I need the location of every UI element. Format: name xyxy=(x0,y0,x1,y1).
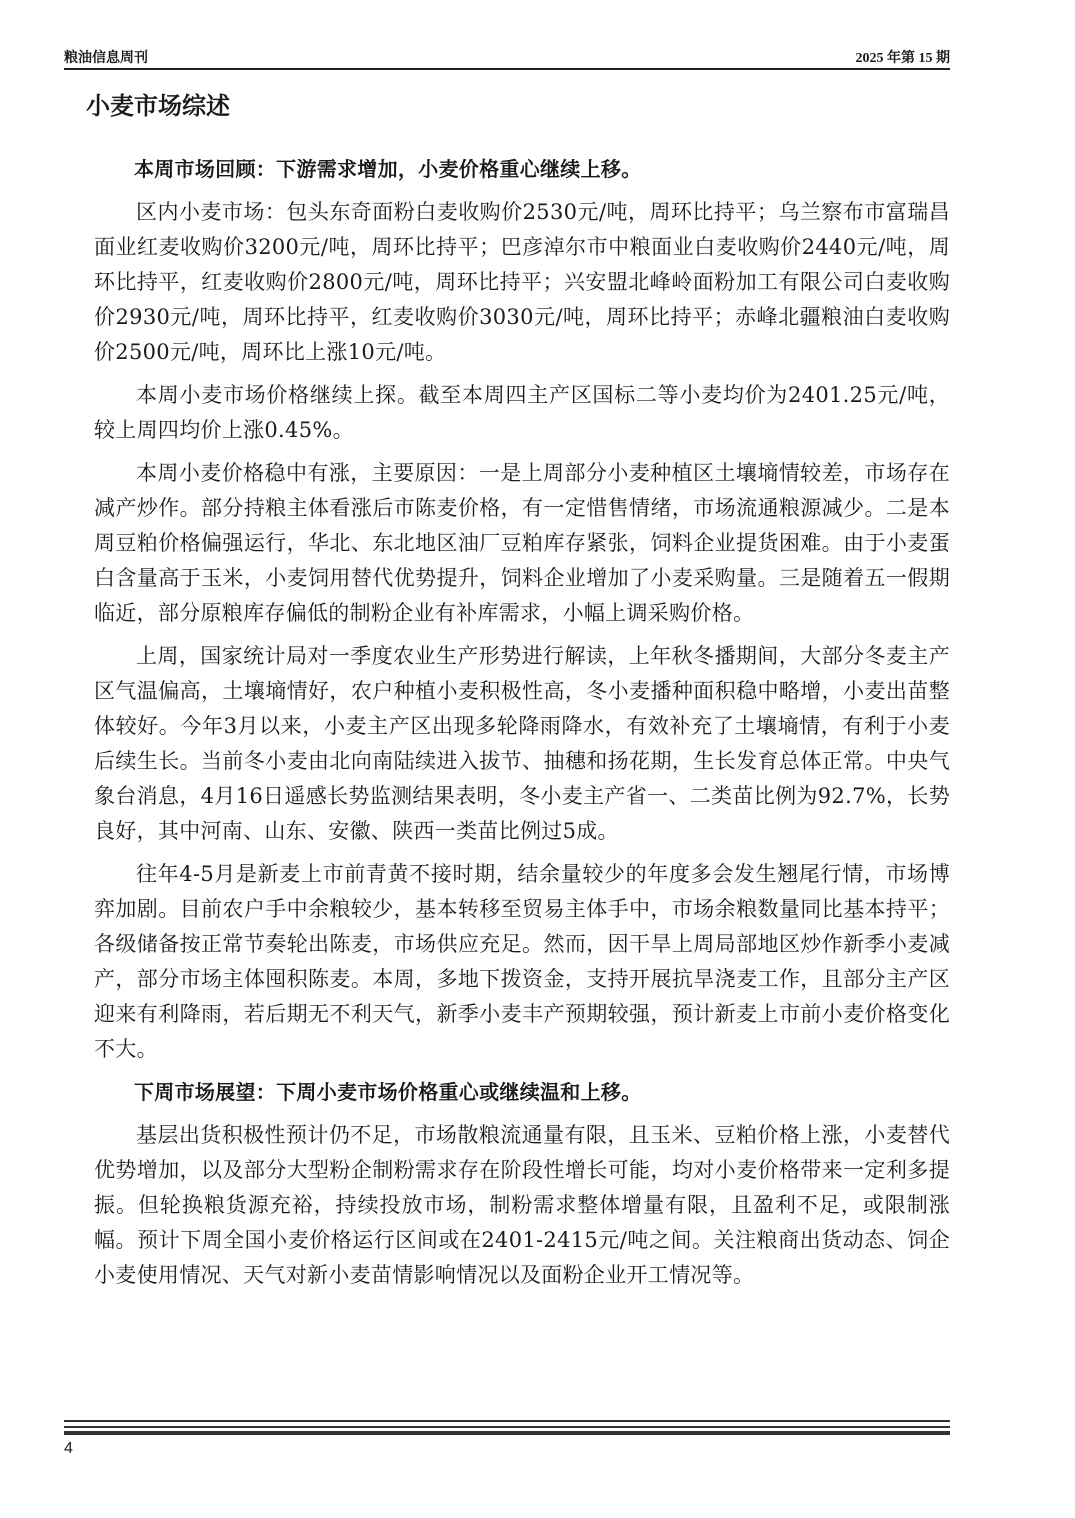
footer-rule xyxy=(64,1426,950,1428)
paragraph-regional-prices: 区内小麦市场：包头东奇面粉白麦收购价2530元/吨，周环比持平；乌兰察布市富瑞昌面业红麦收购价3200元/吨，周环比持平；巴彦淖尔市中粮面业白麦收购价2440元/吨，周环比持平，红麦收购价2800元/吨，周环比持平；兴安盟北峰岭面粉加工有限公司白麦收购价2930元/吨，周环比持平，红麦收购价3030元/吨，周环比持平；赤峰北疆粮油白麦收购价2500元/吨，周环比上涨10元/吨。 xyxy=(94,200,950,364)
issue-number: 2025 年第 15 期 xyxy=(855,51,950,66)
page-header xyxy=(64,44,950,70)
page-number: 4 xyxy=(64,1440,73,1457)
article-body xyxy=(94,152,950,1301)
paragraph-outlook: 基层出货积极性预计仍不足，市场散粮流通量有限，且玉米、豆粕价格上涨，小麦替代优势增加，以及部分大型粉企制粉需求存在阶段性增长可能，均对小麦价格带来一定利多提振。但轮换粮货源充裕，持续投放市场，制粉需求整体增量有限，且盈利不足，或限制涨幅。预计下周全国小麦价格运行区间或在2401-2415元/吨之间。关注粮商出货动态、饲企小麦使用情况、天气对新小麦苗情影响情况以及面粉企业开工情况等。 xyxy=(94,1123,950,1287)
footer-rule xyxy=(64,1420,950,1422)
paragraph-crop-conditions: 上周，国家统计局对一季度农业生产形势进行解读，上年秋冬播期间，大部分冬麦主产区气温偏高，土壤墒情好，农户种植小麦积极性高，冬小麦播种面积稳中略增，小麦出苗整体较好。今年3月以来，小麦主产区出现多轮降雨降水，有效补充了土壤墒情，有利于小麦后续生长。当前冬小麦由北向南陆续进入拔节、抽穗和扬花期，生长发育总体正常。中央气象台消息，4月16日遥感长势监测结果表明，冬小麦主产省一、二类苗比例为92.7%，长势良好，其中河南、山东、安徽、陕西一类苗比例过5成。 xyxy=(94,644,950,843)
paragraph-reasons: 本周小麦价格稳中有涨，主要原因：一是上周部分小麦种植区土壤墒情较差，市场存在减产炒作。部分持粮主体看涨后市陈麦价格，有一定惜售情绪，市场流通粮源减少。二是本周豆粕价格偏强运行，华北、东北地区油厂豆粕库存紧张，饲料企业提货困难。由于小麦蛋白含量高于玉米，小麦饲用替代优势提升，饲料企业增加了小麦采购量。三是随着五一假期临近，部分原粮库存偏低的制粉企业有补库需求，小幅上调采购价格。 xyxy=(94,461,950,625)
footer-rule xyxy=(64,1431,950,1435)
subheading-weekly-review: 本周市场回顾：下游需求增加，小麦价格重心继续上移。 xyxy=(134,157,642,181)
paragraph-average-price: 本周小麦市场价格继续上探。截至本周四主产区国标二等小麦均价为2401.25元/吨，较上周四均价上涨0.45%。 xyxy=(94,383,950,442)
publication-name: 粮油信息周刊 xyxy=(64,51,148,66)
subheading-outlook: 下周市场展望：下周小麦市场价格重心或继续温和上移。 xyxy=(134,1080,642,1104)
paragraph-seasonal-market: 往年4-5月是新麦上市前青黄不接时期，结余量较少的年度多会发生翘尾行情，市场博弈加剧。目前农户手中余粮较少，基本转移至贸易主体手中，市场余粮数量同比基本持平；各级储备按正常节奏轮出陈麦，市场供应充足。然而，因干旱上周局部地区炒作新季小麦减产，部分市场主体囤积陈麦。本周，多地下拨资金，支持开展抗旱浇麦工作，且部分主产区迎来有利降雨，若后期无不利天气，新季小麦丰产预期较强，预计新麦上市前小麦价格变化不大。 xyxy=(94,862,950,1061)
section-title: 小麦市场综述 xyxy=(86,92,230,120)
